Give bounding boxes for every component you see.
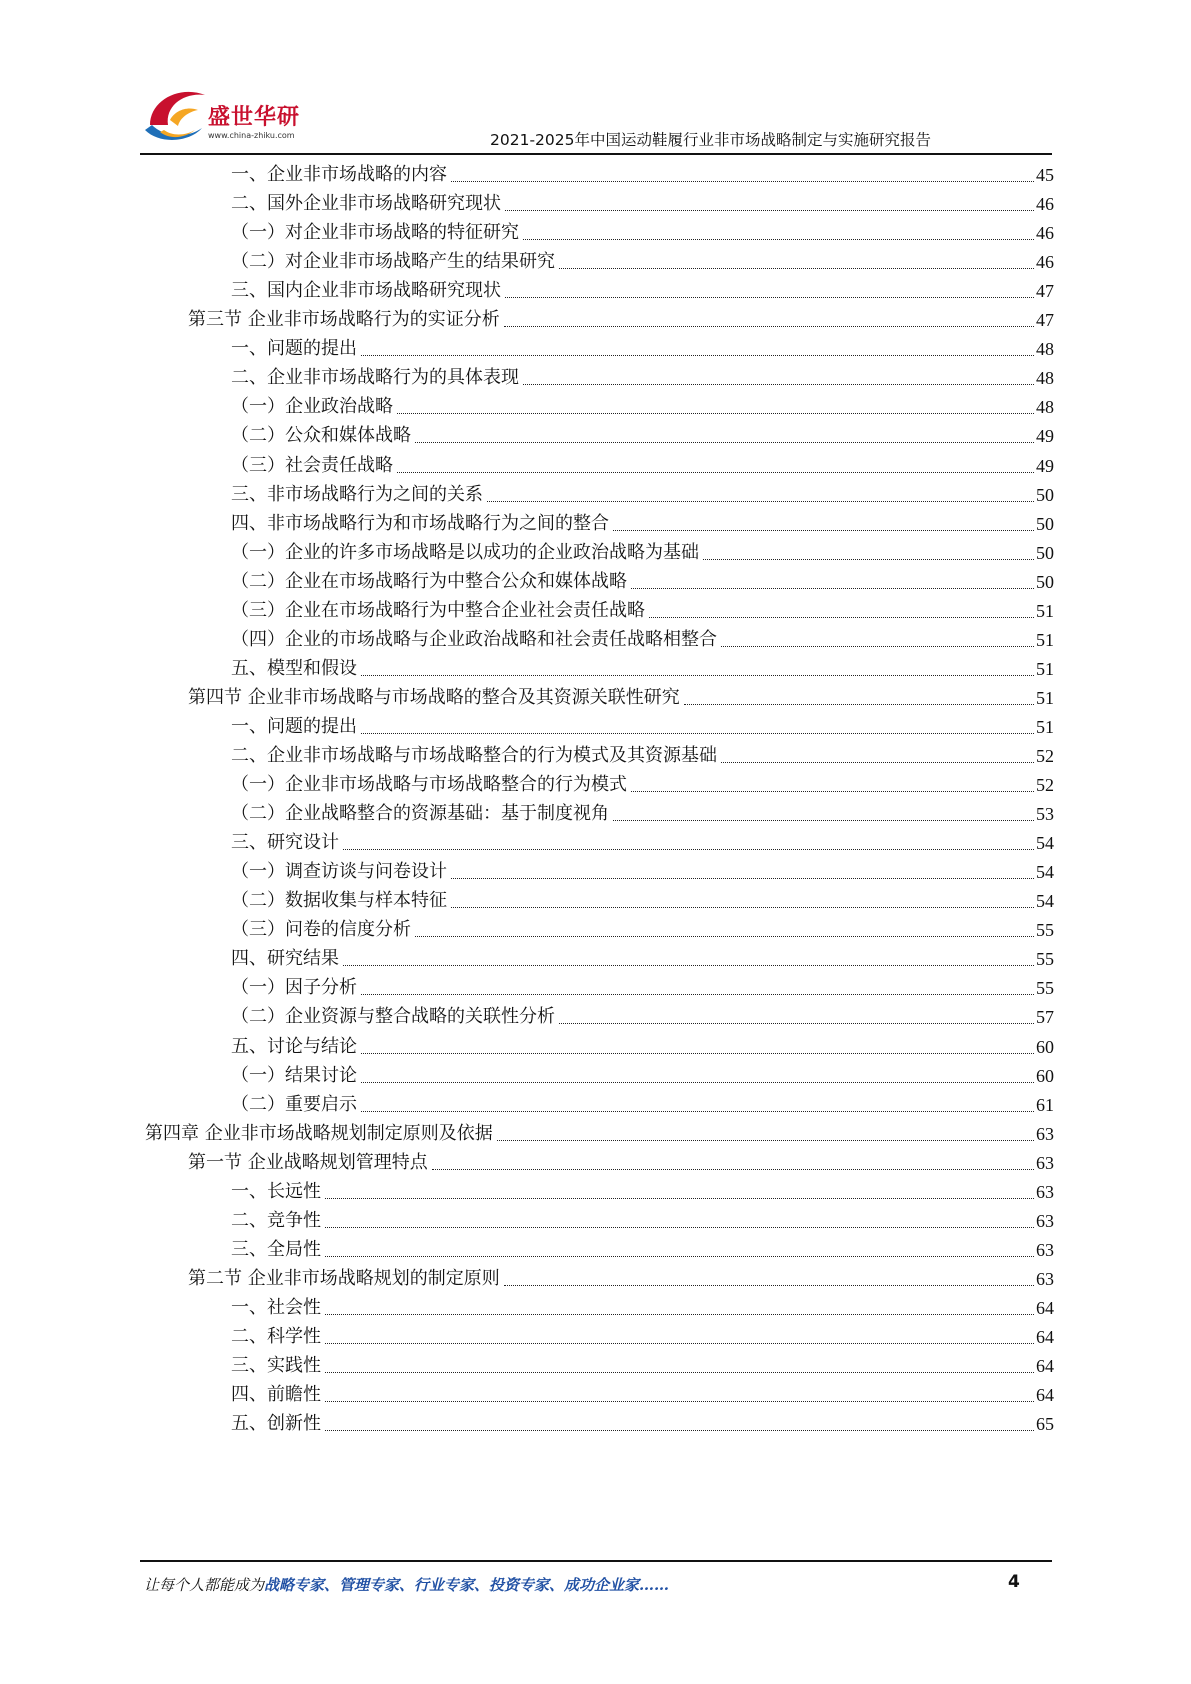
toc-entry-label: 三、国内企业非市场战略研究现状 xyxy=(231,280,501,302)
toc-leader-dots xyxy=(505,296,1034,298)
toc-leader-dots xyxy=(703,558,1034,560)
toc-leader-dots xyxy=(325,1429,1034,1431)
toc-entry-page: 50 xyxy=(1036,571,1054,592)
toc-leader-dots xyxy=(361,1110,1034,1112)
toc-entry-page: 64 xyxy=(1036,1385,1054,1406)
toc-entry[interactable] xyxy=(231,567,1054,597)
toc-leader-dots xyxy=(397,471,1034,473)
toc-entry[interactable] xyxy=(231,857,1054,887)
toc-entry-page: 46 xyxy=(1036,252,1054,273)
page-header xyxy=(0,0,1191,160)
toc-entry-label: 二、企业非市场战略行为的具体表现 xyxy=(231,367,519,389)
toc-entry[interactable] xyxy=(231,363,1054,393)
document-title: 2021-2025年中国运动鞋履行业非市场战略制定与实施研究报告 xyxy=(490,131,931,149)
toc-entry-label: （二）数据收集与样本特征 xyxy=(231,890,447,912)
toc-entry[interactable] xyxy=(188,305,1054,335)
toc-entry-label: 第一节 企业战略规划管理特点 xyxy=(188,1151,428,1173)
toc-entry-page: 49 xyxy=(1036,455,1054,476)
toc-entry-label: 四、研究结果 xyxy=(231,948,339,970)
toc-entry[interactable] xyxy=(231,218,1054,248)
toc-entry[interactable] xyxy=(231,741,1054,771)
toc-leader-dots xyxy=(361,674,1034,676)
toc-leader-dots xyxy=(487,500,1034,502)
toc-entry-page: 54 xyxy=(1036,891,1054,912)
toc-entry-page: 51 xyxy=(1036,687,1054,708)
toc-entry-page: 52 xyxy=(1036,746,1054,766)
toc-entry-label: 四、非市场战略行为和市场战略行为之间的整合 xyxy=(231,512,609,534)
header-divider xyxy=(140,153,1052,155)
toc-entry-label: 二、竞争性 xyxy=(231,1209,321,1231)
toc-entry-page: 65 xyxy=(1036,1414,1054,1435)
toc-entry-page: 64 xyxy=(1036,1327,1054,1347)
toc-entry-page: 63 xyxy=(1036,1268,1054,1289)
toc-entry-page: 52 xyxy=(1036,775,1054,796)
toc-entry[interactable] xyxy=(231,1380,1054,1410)
toc-entry-page: 46 xyxy=(1036,194,1054,215)
footer-slogan-highlight: 战略专家、管理专家、行业专家、投资专家、成功企业家…… xyxy=(264,1576,670,1594)
toc-leader-dots xyxy=(497,1139,1034,1141)
toc-entry-page: 63 xyxy=(1036,1123,1054,1144)
toc-entry-label: 三、研究设计 xyxy=(231,832,339,854)
toc-leader-dots xyxy=(361,1052,1034,1054)
toc-entry-label: （二）企业资源与整合战略的关联性分析 xyxy=(231,1006,555,1028)
toc-entry-page: 54 xyxy=(1036,862,1054,883)
toc-entry-page: 63 xyxy=(1036,1239,1054,1260)
toc-entry[interactable] xyxy=(231,1177,1054,1207)
logo-name: 盛世华研 xyxy=(208,105,301,130)
toc-entry-label: 第三节 企业非市场战略行为的实证分析 xyxy=(188,309,500,331)
toc-leader-dots xyxy=(415,935,1034,937)
toc-entry[interactable] xyxy=(231,509,1054,539)
toc-entry[interactable] xyxy=(231,334,1054,364)
toc-entry-label: 一、问题的提出 xyxy=(231,715,357,737)
toc-entry-page: 51 xyxy=(1036,600,1054,621)
toc-leader-dots xyxy=(325,1226,1034,1228)
toc-entry[interactable] xyxy=(231,1032,1054,1062)
toc-entry[interactable] xyxy=(231,1090,1054,1120)
toc-entry-label: （二）企业战略整合的资源基础：基于制度视角 xyxy=(231,803,609,825)
toc-entry[interactable] xyxy=(231,1002,1054,1032)
toc-leader-dots xyxy=(432,1168,1034,1170)
toc-entry-label: 二、科学性 xyxy=(231,1326,321,1347)
toc-entry[interactable] xyxy=(231,1351,1054,1381)
toc-entry-page: 48 xyxy=(1036,397,1054,418)
toc-entry-page: 60 xyxy=(1036,1065,1054,1086)
toc-entry[interactable] xyxy=(231,625,1054,655)
toc-leader-dots xyxy=(361,354,1034,356)
toc-entry[interactable] xyxy=(231,451,1054,481)
toc-leader-dots xyxy=(451,180,1034,182)
toc-entry-label: （一）因子分析 xyxy=(231,977,357,999)
toc-entry-label: （二）公众和媒体战略 xyxy=(231,425,411,447)
toc-entry-label: 第二节 企业非市场战略规划的制定原则 xyxy=(188,1267,500,1289)
toc-entry[interactable] xyxy=(188,1264,1054,1294)
toc-leader-dots xyxy=(325,1313,1034,1315)
toc-entry[interactable] xyxy=(231,1409,1054,1439)
toc-entry-label: 一、问题的提出 xyxy=(231,338,357,360)
toc-leader-dots xyxy=(523,383,1034,385)
toc-entry[interactable] xyxy=(231,886,1054,916)
toc-entry-label: 五、模型和假设 xyxy=(231,657,357,679)
toc-entry-label: 一、社会性 xyxy=(231,1296,321,1318)
toc-leader-dots xyxy=(343,848,1034,850)
toc-entry-page: 63 xyxy=(1036,1152,1054,1173)
toc-leader-dots xyxy=(361,732,1034,734)
toc-leader-dots xyxy=(451,877,1034,879)
toc-entry-page: 64 xyxy=(1036,1356,1054,1377)
toc-entry-label: （一）调查访谈与问卷设计 xyxy=(231,861,447,883)
toc-entry-page: 64 xyxy=(1036,1297,1054,1318)
toc-entry[interactable] xyxy=(231,538,1054,568)
toc-entry-page: 48 xyxy=(1036,368,1054,389)
toc-entry-label: 第四节 企业非市场战略与市场战略的整合及其资源关联性研究 xyxy=(188,686,680,708)
toc-entry-label: 五、创新性 xyxy=(231,1413,321,1435)
toc-entry-label: （三）企业在市场战略行为中整合企业社会责任战略 xyxy=(231,599,645,621)
toc-entry-page: 55 xyxy=(1036,920,1054,941)
toc-entry-label: （三）问卷的信度分析 xyxy=(231,919,411,941)
toc-leader-dots xyxy=(505,209,1034,211)
toc-entry-label: 四、前瞻性 xyxy=(231,1384,321,1406)
toc-entry[interactable] xyxy=(231,1061,1054,1091)
toc-entry-label: （二）重要启示 xyxy=(231,1093,357,1115)
toc-leader-dots xyxy=(361,993,1034,995)
toc-entry-label: 五、讨论与结论 xyxy=(231,1035,357,1057)
logo-url: www.china-zhiku.com xyxy=(208,131,295,140)
toc-leader-dots xyxy=(721,645,1034,647)
toc-entry[interactable] xyxy=(231,596,1054,626)
toc-entry[interactable] xyxy=(231,1206,1054,1236)
toc-entry-label: （三）社会责任战略 xyxy=(231,454,393,476)
toc-leader-dots xyxy=(721,761,1034,763)
toc-leader-dots xyxy=(504,325,1034,327)
toc-entry[interactable] xyxy=(231,247,1054,277)
toc-entry-label: 三、实践性 xyxy=(231,1355,321,1377)
toc-entry-label: （一）企业的许多市场战略是以成功的企业政治战略为基础 xyxy=(231,541,699,563)
toc-entry[interactable] xyxy=(231,276,1054,306)
toc-leader-dots xyxy=(613,529,1034,531)
toc-entry[interactable] xyxy=(231,973,1054,1003)
toc-entry[interactable] xyxy=(231,712,1054,742)
toc-entry-label: （一）企业政治战略 xyxy=(231,396,393,418)
toc-entry[interactable] xyxy=(231,944,1054,974)
toc-entry-page: 47 xyxy=(1036,310,1054,331)
toc-leader-dots xyxy=(325,1400,1034,1402)
toc-entry-page: 51 xyxy=(1036,629,1054,650)
toc-entry[interactable] xyxy=(231,421,1054,451)
toc-entry[interactable] xyxy=(231,915,1054,945)
toc-entry-label: （四）企业的市场战略与企业政治战略和社会责任战略相整合 xyxy=(231,628,717,650)
toc-entry-page: 57 xyxy=(1036,1007,1054,1028)
toc-leader-dots xyxy=(397,412,1034,414)
toc-entry-label: （一）结果讨论 xyxy=(231,1064,357,1086)
toc-entry[interactable] xyxy=(231,160,1054,190)
toc-leader-dots xyxy=(325,1255,1034,1257)
toc-entry[interactable] xyxy=(231,828,1054,858)
toc-leader-dots xyxy=(523,238,1034,240)
toc-leader-dots xyxy=(613,819,1034,821)
toc-leader-dots xyxy=(343,964,1034,966)
toc-entry-page: 50 xyxy=(1036,513,1054,534)
toc-entry-page: 51 xyxy=(1036,716,1054,737)
toc-entry[interactable] xyxy=(231,392,1054,422)
toc-entry-label: 三、全局性 xyxy=(231,1238,321,1260)
toc-entry-label: （一）企业非市场战略与市场战略整合的行为模式 xyxy=(231,774,627,796)
toc-entry[interactable] xyxy=(145,1119,1054,1149)
toc-entry-label: 三、非市场战略行为之间的关系 xyxy=(231,483,483,505)
footer-slogan-prefix: 让每个人都能成为 xyxy=(144,1576,265,1594)
toc-leader-dots xyxy=(684,703,1034,705)
toc-entry-page: 53 xyxy=(1036,804,1054,825)
toc-entry-page: 45 xyxy=(1036,165,1054,185)
toc-leader-dots xyxy=(631,790,1034,792)
toc-entry-label: 一、长远性 xyxy=(231,1180,321,1202)
toc-entry-page: 54 xyxy=(1036,833,1054,854)
toc-leader-dots xyxy=(559,267,1034,269)
page-number: 4 xyxy=(1008,1572,1020,1592)
toc-leader-dots xyxy=(325,1371,1034,1373)
toc-entry-page: 49 xyxy=(1036,426,1054,447)
toc-entry-label: （一）对企业非市场战略的特征研究 xyxy=(231,222,519,244)
toc-entry-page: 63 xyxy=(1036,1181,1054,1202)
toc-entry-page: 60 xyxy=(1036,1036,1054,1057)
toc-entry-page: 55 xyxy=(1036,978,1054,999)
footer-slogan xyxy=(144,1574,669,1595)
toc-entry-page: 48 xyxy=(1036,339,1054,360)
toc-entry-page: 55 xyxy=(1036,949,1054,970)
toc-entry[interactable] xyxy=(188,683,1054,713)
toc-entry[interactable] xyxy=(231,1235,1054,1265)
toc-entry-page: 51 xyxy=(1036,658,1054,679)
toc-entry-page: 63 xyxy=(1036,1210,1054,1231)
toc-entry[interactable] xyxy=(188,1148,1054,1178)
toc-entry-label: （二）企业在市场战略行为中整合公众和媒体战略 xyxy=(231,570,627,592)
toc-leader-dots xyxy=(361,1081,1034,1083)
toc-entry[interactable] xyxy=(231,1322,1054,1352)
toc-leader-dots xyxy=(559,1022,1034,1024)
toc-entry-label: 第四章 企业非市场战略规划制定原则及依据 xyxy=(145,1122,493,1144)
toc-leader-dots xyxy=(631,587,1034,589)
toc-entry-page: 47 xyxy=(1036,281,1054,302)
footer-divider xyxy=(140,1560,1052,1562)
toc-entry[interactable] xyxy=(231,654,1054,684)
toc-entry[interactable] xyxy=(231,770,1054,800)
toc-entry-label: 二、企业非市场战略与市场战略整合的行为模式及其资源基础 xyxy=(231,745,717,766)
toc-leader-dots xyxy=(649,616,1034,618)
toc-entry[interactable] xyxy=(231,480,1054,510)
toc-entry[interactable] xyxy=(231,1293,1054,1323)
toc-entry-page: 46 xyxy=(1036,223,1054,244)
toc-leader-dots xyxy=(325,1197,1034,1199)
toc-entry-label: 一、企业非市场战略的内容 xyxy=(231,164,447,185)
toc-entry-label: （二）对企业非市场战略产生的结果研究 xyxy=(231,251,555,273)
toc-leader-dots xyxy=(415,441,1034,443)
toc-leader-dots xyxy=(451,906,1034,908)
toc-entry-page: 50 xyxy=(1036,542,1054,563)
toc-entry[interactable] xyxy=(231,799,1054,829)
toc-entry[interactable] xyxy=(231,189,1054,219)
toc-leader-dots xyxy=(504,1284,1034,1286)
toc-entry-label: 二、国外企业非市场战略研究现状 xyxy=(231,193,501,215)
toc-leader-dots xyxy=(325,1342,1034,1344)
toc-entry-page: 61 xyxy=(1036,1094,1054,1115)
toc-entry-page: 50 xyxy=(1036,484,1054,505)
